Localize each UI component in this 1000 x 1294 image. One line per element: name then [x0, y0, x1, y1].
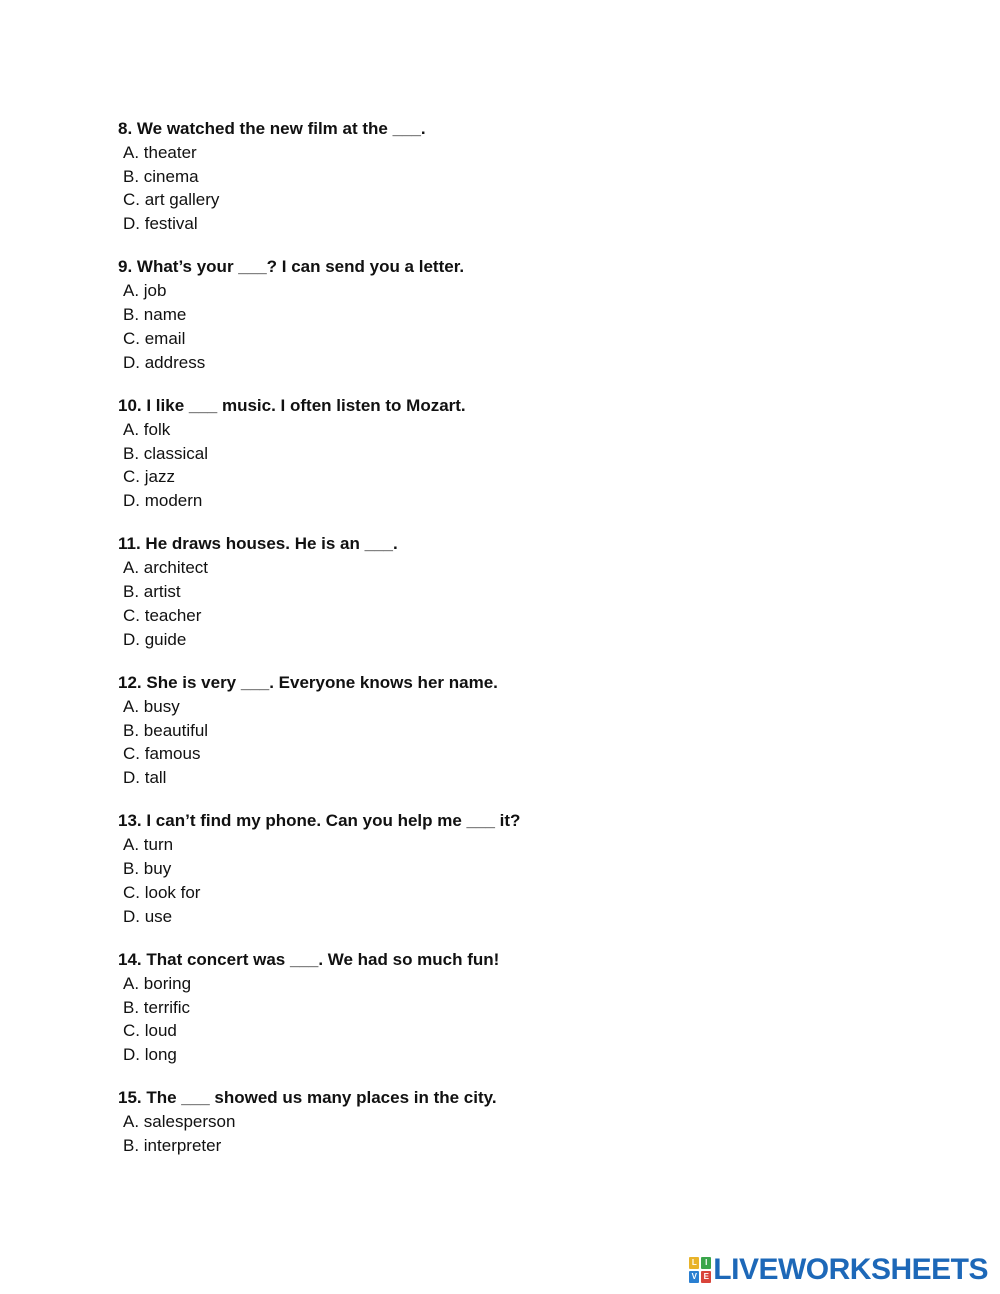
question-text: 13. I can’t find my phone. Can you help me ___ it? — [118, 811, 521, 831]
question-13 — [118, 809, 878, 928]
option-b[interactable]: B. buy — [123, 859, 172, 879]
logo-letter: E — [701, 1271, 711, 1283]
option-c[interactable]: C. teacher — [123, 605, 202, 625]
brand-name: LIVEWORKSHEETS — [713, 1253, 988, 1286]
option-c[interactable]: C. famous — [123, 744, 201, 764]
option-c[interactable]: C. email — [123, 328, 186, 348]
option-c[interactable]: C. loud — [123, 1021, 177, 1041]
logo-letter: I — [701, 1257, 711, 1269]
option-a[interactable]: A. job — [123, 281, 167, 301]
logo-letter: L — [689, 1257, 699, 1269]
logo-letter: V — [689, 1271, 699, 1283]
option-a[interactable]: A. architect — [123, 558, 209, 578]
option-b[interactable]: B. terrific — [123, 997, 191, 1017]
option-a[interactable]: A. boring — [123, 973, 192, 993]
option-d[interactable]: D. guide — [123, 629, 187, 649]
question-text: 9. What’s your ___? I can send you a letter. — [118, 257, 465, 277]
option-a[interactable]: A. salesperson — [123, 1112, 236, 1132]
liveworksheets-logo-icon — [689, 1257, 711, 1283]
option-b[interactable]: B. name — [123, 305, 187, 325]
option-d[interactable]: D. use — [123, 906, 173, 926]
question-text: 10. I like ___ music. I often listen to Mozart. — [118, 395, 466, 415]
option-c[interactable]: C. art gallery — [123, 190, 220, 210]
option-c[interactable]: C. jazz — [123, 467, 175, 487]
option-d[interactable]: D. long — [123, 1045, 177, 1065]
option-a[interactable]: A. turn — [123, 835, 174, 855]
question-11 — [118, 532, 878, 651]
question-12 — [118, 671, 878, 790]
option-a[interactable]: A. busy — [123, 696, 180, 716]
option-d[interactable]: D. address — [123, 352, 206, 372]
question-9 — [118, 255, 878, 374]
option-d[interactable]: D. festival — [123, 214, 198, 234]
option-b[interactable]: B. beautiful — [123, 720, 209, 740]
option-a[interactable]: A. theater — [123, 142, 197, 162]
question-text: 12. She is very ___. Everyone knows her name. — [118, 672, 498, 692]
question-text: 15. The ___ showed us many places in the city. — [118, 1088, 497, 1108]
question-text: 14. That concert was ___. We had so much fun! — [118, 949, 500, 969]
option-b[interactable]: B. classical — [123, 443, 209, 463]
liveworksheets-brand — [689, 1255, 988, 1285]
question-15 — [118, 1086, 878, 1157]
worksheet — [118, 117, 878, 1158]
question-text: 8. We watched the new film at the ___. — [118, 119, 426, 138]
question-text: 11. He draws houses. He is an ___. — [118, 534, 398, 554]
question-8 — [118, 117, 878, 236]
question-10 — [118, 394, 878, 513]
question-14 — [118, 948, 878, 1067]
option-d[interactable]: D. modern — [123, 491, 203, 511]
option-d[interactable]: D. tall — [123, 768, 167, 788]
option-b[interactable]: B. interpreter — [123, 1135, 222, 1155]
option-b[interactable]: B. cinema — [123, 166, 199, 186]
option-c[interactable]: C. look for — [123, 882, 201, 902]
option-a[interactable]: A. folk — [123, 419, 171, 439]
option-b[interactable]: B. artist — [123, 582, 181, 602]
